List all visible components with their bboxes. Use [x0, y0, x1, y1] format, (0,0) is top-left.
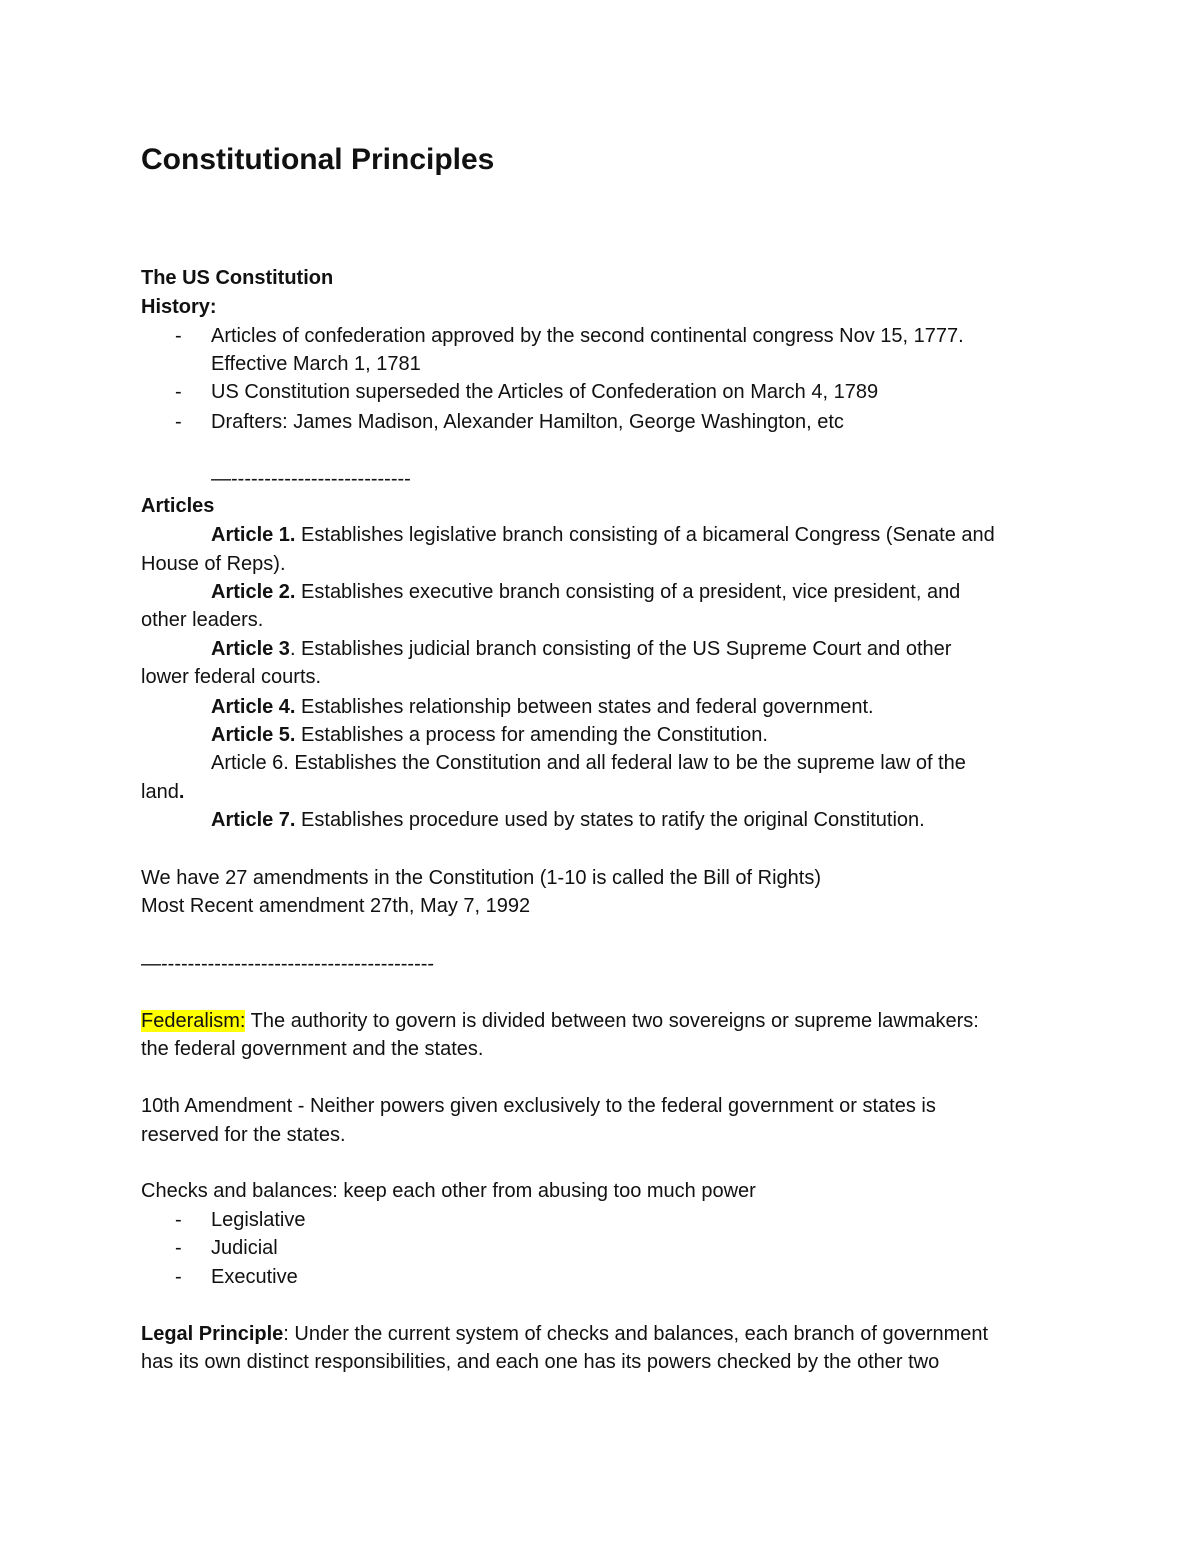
federalism-text: The authority to govern is divided between two sovereigns or supreme lawmakers: — [245, 1010, 979, 1032]
article-text: Establishes a process for amending the Constitution. — [295, 724, 768, 746]
legal-principle — [141, 1320, 988, 1348]
checks-heading: Checks and balances: keep each other from abusing too much power — [141, 1180, 756, 1202]
page-title: Constitutional Principles — [141, 143, 495, 176]
bullet-text: Legislative — [211, 1209, 306, 1231]
article-text: Establishes legislative branch consisting of a bicameral Congress (Senate and — [295, 524, 995, 546]
article-label: Article 2. — [211, 581, 296, 603]
article-continuation: other leaders. — [141, 609, 264, 631]
article-label: Article 7. — [211, 809, 296, 831]
article-label: Article 4. — [211, 696, 296, 718]
article-item — [211, 521, 995, 549]
article-text: Establishes relationship between states and federal government. — [295, 696, 874, 718]
bullet-dash: - — [175, 411, 182, 433]
article-label: Article 3 — [211, 638, 290, 660]
section-heading: The US Constitution — [141, 267, 334, 289]
articles-heading: Articles — [141, 495, 215, 517]
separator-short: —--------------------------- — [211, 468, 411, 490]
article-item — [211, 693, 874, 721]
legal-principle-text: : Under the current system of checks and balances, each branch of government — [283, 1323, 989, 1345]
bullet-text: Judicial — [211, 1237, 278, 1259]
legal-principle-term: Legal Principle — [141, 1323, 284, 1345]
article-continuation — [141, 778, 184, 806]
article-item — [211, 806, 925, 834]
article-label: Article 5. — [211, 724, 296, 746]
amendments-recent: Most Recent amendment 27th, May 7, 1992 — [141, 895, 531, 917]
bullet-text: US Constitution superseded the Articles of Confederation on March 4, 1789 — [211, 381, 879, 403]
article-continuation-period: . — [178, 781, 185, 803]
bullet-dash: - — [175, 1266, 182, 1288]
bullet-dash: - — [175, 381, 182, 403]
separator-long: —----------------------------------------- — [141, 953, 435, 975]
article-continuation-text: land — [141, 781, 179, 803]
history-heading: History: — [141, 296, 217, 318]
article-text: Establishes executive branch consisting of a president, vice president, and — [295, 581, 961, 603]
article-item — [211, 749, 966, 777]
bullet-text-continuation: Effective March 1, 1781 — [211, 353, 421, 375]
article-continuation: House of Reps). — [141, 553, 286, 575]
bullet-dash: - — [175, 325, 182, 347]
tenth-amendment: 10th Amendment - Neither powers given exclusively to the federal government or states is — [141, 1095, 936, 1117]
bullet-text: Drafters: James Madison, Alexander Hamilton, George Washington, etc — [211, 411, 844, 433]
federalism-paragraph — [141, 1007, 979, 1035]
article-text: Article 6. Establishes the Constitution and all federal law to be the supreme law of the — [211, 752, 966, 774]
article-label: Article 1. — [211, 524, 296, 546]
article-item — [211, 721, 768, 749]
bullet-dash: - — [175, 1209, 182, 1231]
article-text: . Establishes judicial branch consisting of the US Supreme Court and other — [289, 638, 952, 660]
legal-principle-continuation: has its own distinct responsibilities, and each one has its powers checked by the other two — [141, 1351, 940, 1373]
bullet-dash: - — [175, 1237, 182, 1259]
federalism-continuation: the federal government and the states. — [141, 1038, 484, 1060]
tenth-amendment-continuation: reserved for the states. — [141, 1124, 346, 1146]
article-text: Establishes procedure used by states to ratify the original Constitution. — [295, 809, 925, 831]
article-continuation: lower federal courts. — [141, 666, 322, 688]
article-item — [211, 578, 960, 606]
amendments-count: We have 27 amendments in the Constitution (1-10 is called the Bill of Rights) — [141, 867, 821, 889]
bullet-text: Executive — [211, 1266, 298, 1288]
article-item — [211, 635, 951, 663]
federalism-term: Federalism: — [141, 1010, 246, 1032]
bullet-text: Articles of confederation approved by the second continental congress Nov 15, 1777. — [211, 325, 964, 347]
